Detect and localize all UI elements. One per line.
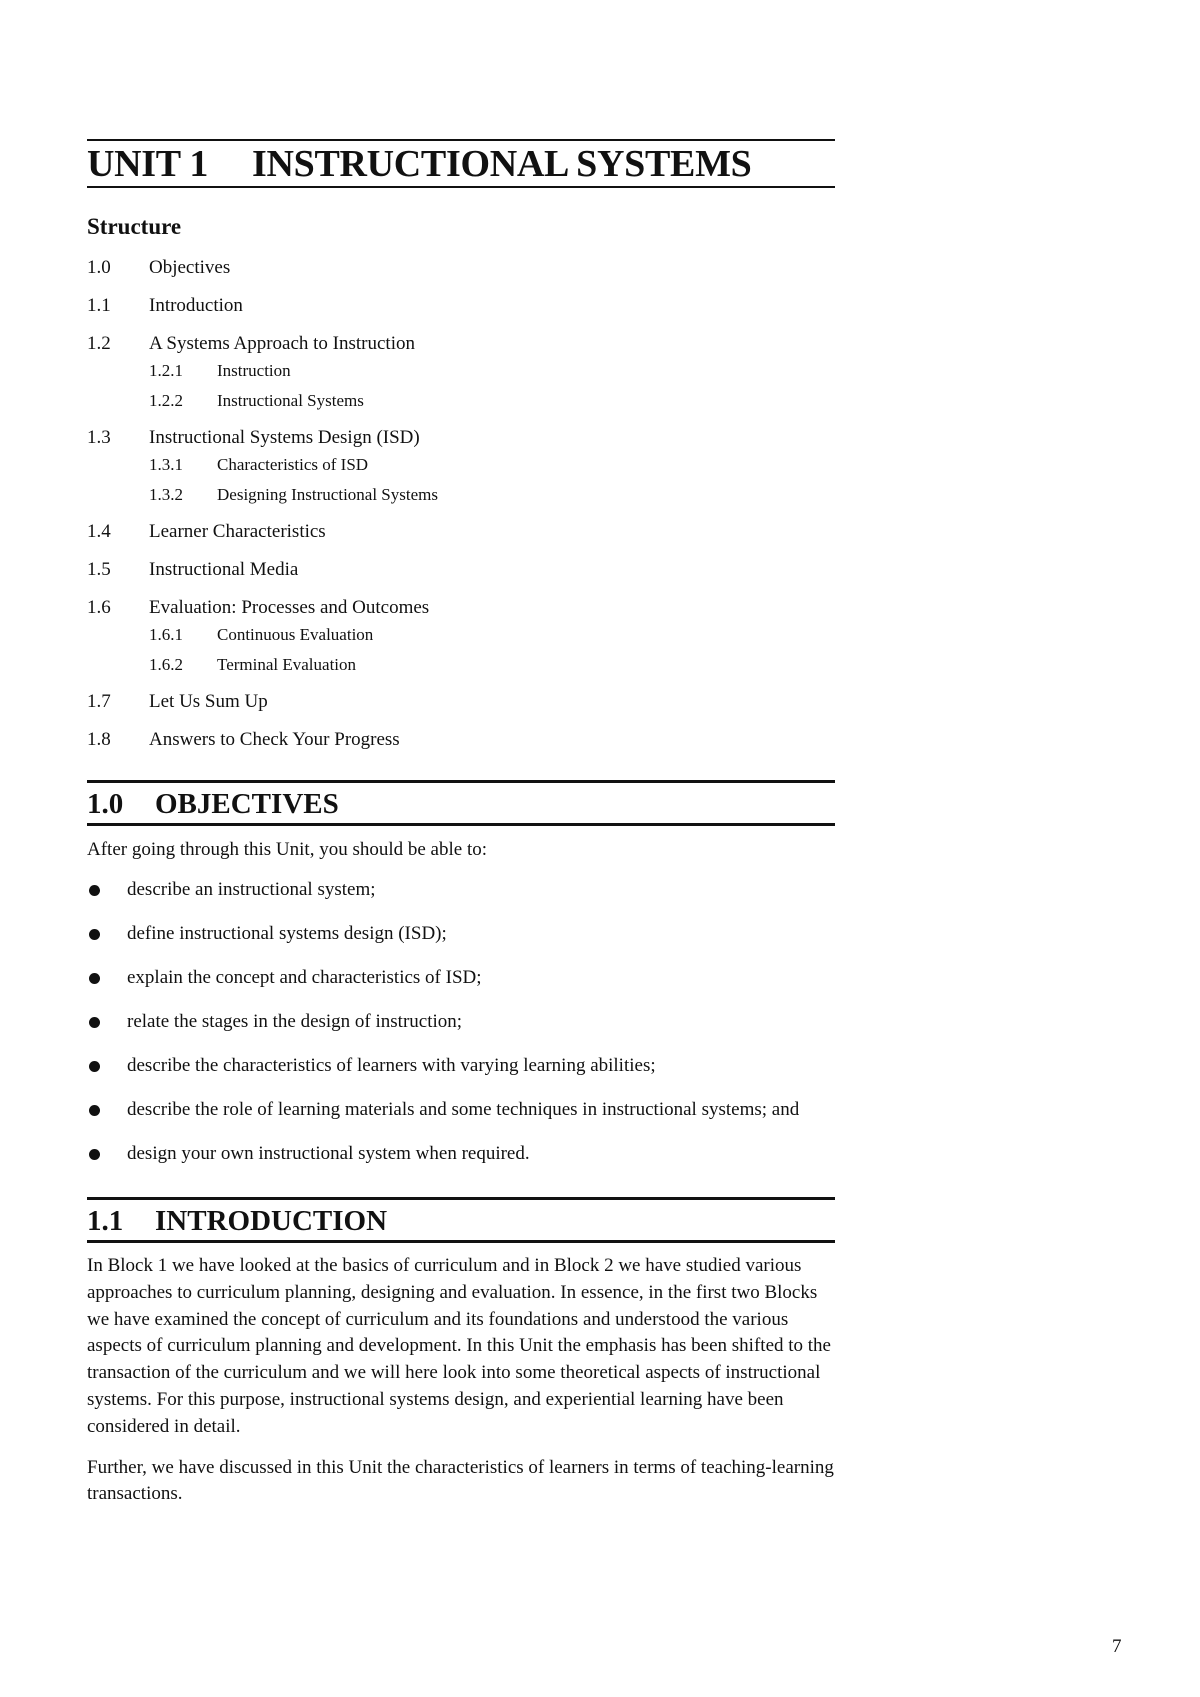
structure-item-label: Introduction bbox=[149, 295, 243, 316]
objective-text: relate the stages in the design of instruction; bbox=[127, 1011, 463, 1032]
structure-subitem-label: Instruction bbox=[217, 361, 291, 380]
bullet-icon bbox=[89, 1105, 100, 1116]
bullet-icon bbox=[89, 1149, 100, 1160]
structure-item-number: 1.8 bbox=[87, 729, 111, 750]
objective-text: describe an instructional system; bbox=[127, 879, 376, 900]
objective-text: explain the concept and characteristics of ISD; bbox=[127, 967, 482, 988]
page-number: 7 bbox=[1112, 1636, 1122, 1657]
structure-item-number: 1.5 bbox=[87, 559, 111, 580]
objectives-lead: After going through this Unit, you should be able to: bbox=[87, 839, 488, 860]
structure-subitem-label: Terminal Evaluation bbox=[217, 655, 357, 674]
structure-item-number: 1.1 bbox=[87, 295, 111, 316]
objective-item bbox=[87, 1052, 835, 1079]
unit-heading bbox=[87, 139, 835, 188]
structure-item bbox=[87, 726, 835, 764]
bullet-icon bbox=[89, 973, 100, 984]
structure-item bbox=[87, 556, 835, 594]
structure-subitem bbox=[87, 624, 835, 654]
structure-item-number: 1.0 bbox=[87, 257, 111, 278]
section-title: INTRODUCTION bbox=[155, 1205, 388, 1237]
structure-item-number: 1.7 bbox=[87, 691, 111, 712]
bullet-icon bbox=[89, 885, 100, 896]
objective-item bbox=[87, 876, 835, 903]
bullet-icon bbox=[89, 929, 100, 940]
structure-subitem-number: 1.6.2 bbox=[149, 655, 183, 674]
structure-item bbox=[87, 594, 835, 624]
structure-subitem-label: Designing Instructional Systems bbox=[217, 485, 438, 504]
introduction-paragraph: In Block 1 we have looked at the basics of curriculum and in Block 2 we have studied various approaches to curriculum planning, designing and evaluation. In essence, in the first two Blocks we have examined the concept of curriculum and its foundations and understood the various aspects of curriculum planning and development. In this Unit the emphasis has been shifted to the transaction of the curriculum and we will here look into some theoretical aspects of instructional systems. For this purpose, instructional systems design, and experiential learning have been considered in detail. bbox=[87, 1255, 831, 1437]
section-title: OBJECTIVES bbox=[155, 788, 339, 820]
structure-subitem-number: 1.3.2 bbox=[149, 485, 183, 504]
objective-text: describe the role of learning materials and some techniques in instructional systems; and bbox=[127, 1099, 800, 1120]
objective-text: design your own instructional system when required. bbox=[127, 1143, 530, 1164]
bullet-icon bbox=[89, 1061, 100, 1072]
structure-subitem-number: 1.2.1 bbox=[149, 361, 183, 380]
introduction-paragraph: Further, we have discussed in this Unit the characteristics of learners in terms of teaching-learning transactions. bbox=[87, 1456, 834, 1505]
structure-item-label: Instructional Media bbox=[149, 559, 299, 580]
structure-item bbox=[87, 424, 835, 454]
bullet-icon bbox=[89, 1017, 100, 1028]
objective-item bbox=[87, 1140, 835, 1167]
structure-item bbox=[87, 688, 835, 726]
structure-subitem bbox=[87, 390, 835, 420]
structure-subitem-number: 1.3.1 bbox=[149, 455, 183, 474]
structure-item bbox=[87, 330, 835, 360]
objective-item bbox=[87, 1096, 835, 1123]
structure-subitem-label: Instructional Systems bbox=[217, 391, 364, 410]
structure-item-number: 1.6 bbox=[87, 597, 111, 618]
structure-item bbox=[87, 518, 835, 556]
structure-subitem bbox=[87, 454, 835, 484]
structure-list bbox=[87, 254, 835, 764]
structure-item-number: 1.3 bbox=[87, 427, 111, 448]
objective-text: describe the characteristics of learners with varying learning abilities; bbox=[127, 1055, 656, 1076]
objective-item bbox=[87, 1008, 835, 1035]
structure-subitem-label: Continuous Evaluation bbox=[217, 625, 374, 644]
structure-subitem-number: 1.2.2 bbox=[149, 391, 183, 410]
structure-item bbox=[87, 292, 835, 330]
objective-item bbox=[87, 964, 835, 991]
objectives-heading bbox=[87, 780, 835, 826]
unit-title: INSTRUCTIONAL SYSTEMS bbox=[252, 143, 752, 185]
structure-item-label: Evaluation: Processes and Outcomes bbox=[149, 597, 430, 618]
section-number: 1.0 bbox=[87, 788, 124, 820]
structure-item-label: Instructional Systems Design (ISD) bbox=[149, 427, 420, 448]
structure-item-label: Objectives bbox=[149, 257, 231, 278]
structure-subitem bbox=[87, 654, 835, 684]
page-content bbox=[87, 139, 835, 1522]
structure-subitem-label: Characteristics of ISD bbox=[217, 455, 369, 474]
unit-number: UNIT 1 bbox=[87, 143, 209, 185]
structure-subitem-number: 1.6.1 bbox=[149, 625, 183, 644]
structure-subitem bbox=[87, 484, 835, 514]
structure-item-label: Learner Characteristics bbox=[149, 521, 326, 542]
objectives-list bbox=[87, 876, 835, 1167]
structure-item-label: A Systems Approach to Instruction bbox=[149, 333, 415, 354]
structure-item bbox=[87, 254, 835, 292]
structure-item-number: 1.4 bbox=[87, 521, 111, 542]
structure-subitem bbox=[87, 360, 835, 390]
introduction-heading bbox=[87, 1197, 835, 1243]
objective-item bbox=[87, 920, 835, 947]
section-number: 1.1 bbox=[87, 1205, 124, 1237]
structure-item-label: Answers to Check Your Progress bbox=[149, 729, 400, 750]
structure-item-number: 1.2 bbox=[87, 333, 111, 354]
structure-item-label: Let Us Sum Up bbox=[149, 691, 268, 712]
objective-text: define instructional systems design (ISD); bbox=[127, 923, 447, 944]
structure-title: Structure bbox=[87, 214, 182, 239]
